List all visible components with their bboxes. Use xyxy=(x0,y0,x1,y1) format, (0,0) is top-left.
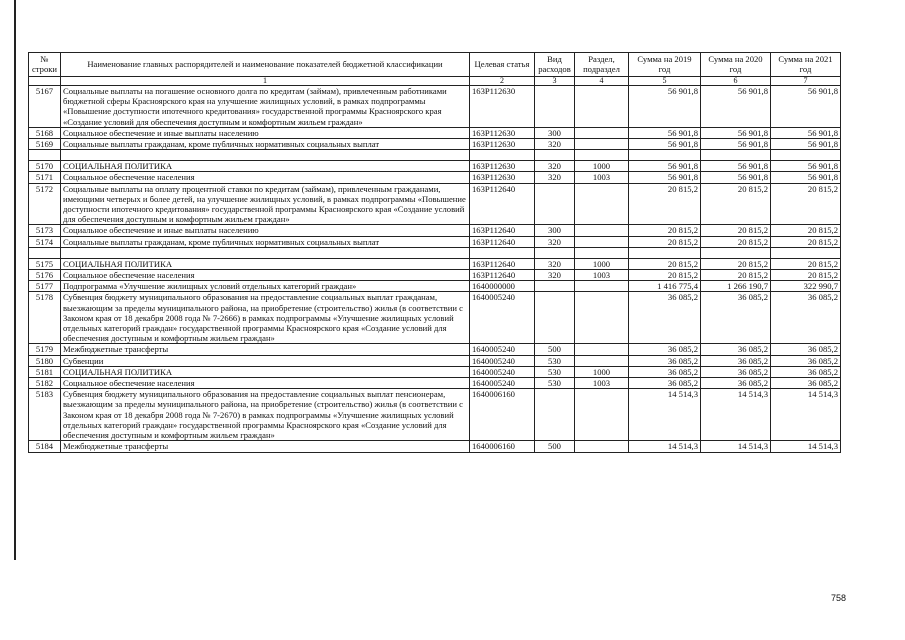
row-expense-kind xyxy=(535,389,575,441)
index-cell: 4 xyxy=(575,77,629,86)
row-name: Социальное обеспечение и иные выплаты населению xyxy=(61,127,470,138)
table-row xyxy=(29,292,841,344)
index-cell xyxy=(29,77,61,86)
row-section xyxy=(575,86,629,128)
row-sum-2020: 36 085,2 xyxy=(701,344,771,355)
spacer-cell xyxy=(629,150,701,161)
row-target-article: 163P112640 xyxy=(470,270,535,281)
row-expense-kind xyxy=(535,183,575,225)
row-sum-2019: 36 085,2 xyxy=(629,378,701,389)
row-sum-2020: 36 085,2 xyxy=(701,292,771,344)
row-number: 5169 xyxy=(29,139,61,150)
row-name: Подпрограмма «Улучшение жилищных условий отдельных категорий граждан» xyxy=(61,281,470,292)
spacer-cell xyxy=(771,150,841,161)
row-target-article: 163P112640 xyxy=(470,258,535,269)
table-row xyxy=(29,258,841,269)
row-section xyxy=(575,127,629,138)
row-number: 5180 xyxy=(29,355,61,366)
index-cell: 7 xyxy=(771,77,841,86)
table-row xyxy=(29,236,841,247)
row-expense-kind: 320 xyxy=(535,172,575,183)
table-row xyxy=(29,161,841,172)
row-sum-2019: 14 514,3 xyxy=(629,441,701,452)
column-index-row xyxy=(29,77,841,86)
row-sum-2021: 36 085,2 xyxy=(771,344,841,355)
row-expense-kind: 530 xyxy=(535,355,575,366)
spacer-cell xyxy=(629,247,701,258)
row-sum-2019: 20 815,2 xyxy=(629,270,701,281)
header-name: Наименование главных распорядителей и наименование показателей бюджетной классификации xyxy=(61,53,470,77)
spacer-cell xyxy=(701,247,771,258)
header-sum-2019: Сумма на 2019 год xyxy=(629,53,701,77)
row-expense-kind: 300 xyxy=(535,127,575,138)
row-sum-2021: 20 815,2 xyxy=(771,225,841,236)
row-target-article: 163P112640 xyxy=(470,225,535,236)
table-row xyxy=(29,172,841,183)
row-target-article: 163P112630 xyxy=(470,139,535,150)
row-sum-2019: 56 901,8 xyxy=(629,139,701,150)
table-row xyxy=(29,281,841,292)
row-target-article: 1640000000 xyxy=(470,281,535,292)
table-row xyxy=(29,139,841,150)
row-name: СОЦИАЛЬНАЯ ПОЛИТИКА xyxy=(61,161,470,172)
row-sum-2020: 56 901,8 xyxy=(701,172,771,183)
row-section: 1000 xyxy=(575,161,629,172)
row-number: 5182 xyxy=(29,378,61,389)
header-row xyxy=(29,53,841,77)
row-number: 5181 xyxy=(29,366,61,377)
row-section xyxy=(575,344,629,355)
row-sum-2020: 14 514,3 xyxy=(701,441,771,452)
header-section: Раздел, подраздел xyxy=(575,53,629,77)
row-sum-2020: 36 085,2 xyxy=(701,378,771,389)
row-sum-2021: 36 085,2 xyxy=(771,292,841,344)
row-sum-2021: 56 901,8 xyxy=(771,139,841,150)
spacer-cell xyxy=(771,247,841,258)
header-sum-2021: Сумма на 2021 год xyxy=(771,53,841,77)
row-section: 1000 xyxy=(575,366,629,377)
row-sum-2020: 14 514,3 xyxy=(701,389,771,441)
row-name: Субвенции xyxy=(61,355,470,366)
row-sum-2019: 1 416 775,4 xyxy=(629,281,701,292)
row-name: Социальные выплаты гражданам, кроме публичных нормативных социальных выплат xyxy=(61,139,470,150)
row-number: 5177 xyxy=(29,281,61,292)
row-name: СОЦИАЛЬНАЯ ПОЛИТИКА xyxy=(61,258,470,269)
row-number: 5178 xyxy=(29,292,61,344)
row-number: 5173 xyxy=(29,225,61,236)
row-target-article: 1640005240 xyxy=(470,355,535,366)
row-number: 5176 xyxy=(29,270,61,281)
row-sum-2020: 36 085,2 xyxy=(701,366,771,377)
row-target-article: 1640005240 xyxy=(470,344,535,355)
row-sum-2019: 14 514,3 xyxy=(629,389,701,441)
row-section xyxy=(575,281,629,292)
table-row xyxy=(29,344,841,355)
row-number: 5184 xyxy=(29,441,61,452)
row-name: Социальное обеспечение населения xyxy=(61,270,470,281)
spacer-row xyxy=(29,150,841,161)
row-target-article: 163P112640 xyxy=(470,236,535,247)
table-row xyxy=(29,366,841,377)
row-sum-2021: 36 085,2 xyxy=(771,378,841,389)
row-name: Социальные выплаты на погашение основного долга по кредитам (займам), привлеченным работниками бюджетной сферы Красноярского края на улучшение жилищных условий, в рамках подпрограммы «Повышение доступности ипотечного кредитования» государственной программы Красноярского края «Создание условий для обеспечения доступным и комфортным жильем граждан» xyxy=(61,86,470,128)
budget-table xyxy=(28,52,841,453)
spacer-cell xyxy=(29,247,61,258)
row-sum-2019: 20 815,2 xyxy=(629,183,701,225)
row-number: 5183 xyxy=(29,389,61,441)
row-name: Социальное обеспечение населения xyxy=(61,172,470,183)
row-expense-kind xyxy=(535,86,575,128)
row-section xyxy=(575,225,629,236)
row-sum-2021: 20 815,2 xyxy=(771,270,841,281)
spacer-cell xyxy=(535,150,575,161)
row-section xyxy=(575,139,629,150)
page-number: 758 xyxy=(831,593,847,603)
row-target-article: 163P112630 xyxy=(470,127,535,138)
row-sum-2021: 14 514,3 xyxy=(771,441,841,452)
row-target-article: 163P112630 xyxy=(470,172,535,183)
row-number: 5170 xyxy=(29,161,61,172)
spacer-cell xyxy=(575,150,629,161)
budget-page xyxy=(28,52,840,453)
row-expense-kind xyxy=(535,292,575,344)
table-row xyxy=(29,183,841,225)
row-target-article: 163P112630 xyxy=(470,161,535,172)
header-kind: Вид расходов xyxy=(535,53,575,77)
row-sum-2021: 14 514,3 xyxy=(771,389,841,441)
row-target-article: 163P112640 xyxy=(470,183,535,225)
row-sum-2019: 36 085,2 xyxy=(629,292,701,344)
index-cell: 1 xyxy=(61,77,470,86)
row-section: 1003 xyxy=(575,378,629,389)
row-sum-2020: 20 815,2 xyxy=(701,183,771,225)
table-row xyxy=(29,355,841,366)
spacer-row xyxy=(29,247,841,258)
row-name: Субвенция бюджету муниципального образования на предоставление социальных выплат гражданам, выезжающим за пределы муниципального района, на приобретение (строительство) жилья (в соответствии с Законом края от 18 декабря 2008 года № 7-2666) в рамках подпрограммы «Улучшение жилищных условий отдельных категорий граждан» государственной программы Красноярского края «Создание условий для обеспечения доступным и комфортным жильем граждан» xyxy=(61,292,470,344)
row-sum-2021: 56 901,8 xyxy=(771,161,841,172)
row-expense-kind: 300 xyxy=(535,225,575,236)
row-expense-kind: 320 xyxy=(535,258,575,269)
row-sum-2020: 1 266 190,7 xyxy=(701,281,771,292)
spacer-cell xyxy=(61,150,470,161)
row-sum-2020: 36 085,2 xyxy=(701,355,771,366)
row-expense-kind: 530 xyxy=(535,378,575,389)
row-name: Социальное обеспечение и иные выплаты населению xyxy=(61,225,470,236)
row-section xyxy=(575,236,629,247)
row-name: СОЦИАЛЬНАЯ ПОЛИТИКА xyxy=(61,366,470,377)
row-sum-2020: 20 815,2 xyxy=(701,225,771,236)
row-section: 1003 xyxy=(575,270,629,281)
row-sum-2021: 36 085,2 xyxy=(771,355,841,366)
row-sum-2020: 56 901,8 xyxy=(701,127,771,138)
row-sum-2021: 322 990,7 xyxy=(771,281,841,292)
row-number: 5179 xyxy=(29,344,61,355)
row-expense-kind: 320 xyxy=(535,139,575,150)
row-section xyxy=(575,389,629,441)
row-sum-2021: 20 815,2 xyxy=(771,258,841,269)
row-name: Субвенция бюджету муниципального образования на предоставление социальных выплат пенсионерам, выезжающим за пределы муниципального района, на приобретение (строительство) жилья (в соответствии с Законом края от 18 декабря 2008 года № 7-2670) в рамках подпрограммы «Улучшение жилищных условий отдельных категорий граждан» государственной программы Красноярского края «Создание условий для обеспечения доступным и комфортным жильем граждан» xyxy=(61,389,470,441)
row-sum-2019: 56 901,8 xyxy=(629,161,701,172)
row-section xyxy=(575,292,629,344)
table-body xyxy=(29,86,841,453)
row-number: 5167 xyxy=(29,86,61,128)
row-target-article: 1640005240 xyxy=(470,378,535,389)
header-sum-2020: Сумма на 2020 год xyxy=(701,53,771,77)
row-sum-2019: 20 815,2 xyxy=(629,236,701,247)
row-expense-kind: 530 xyxy=(535,366,575,377)
row-sum-2019: 20 815,2 xyxy=(629,258,701,269)
row-expense-kind xyxy=(535,281,575,292)
row-sum-2020: 20 815,2 xyxy=(701,236,771,247)
row-name: Межбюджетные трансферты xyxy=(61,344,470,355)
row-number: 5171 xyxy=(29,172,61,183)
row-sum-2019: 36 085,2 xyxy=(629,366,701,377)
row-name: Социальное обеспечение населения xyxy=(61,378,470,389)
row-sum-2021: 20 815,2 xyxy=(771,183,841,225)
spacer-cell xyxy=(470,150,535,161)
row-number: 5172 xyxy=(29,183,61,225)
row-sum-2021: 56 901,8 xyxy=(771,172,841,183)
row-sum-2020: 56 901,8 xyxy=(701,86,771,128)
table-row xyxy=(29,127,841,138)
row-sum-2019: 56 901,8 xyxy=(629,86,701,128)
row-sum-2020: 20 815,2 xyxy=(701,258,771,269)
row-number: 5168 xyxy=(29,127,61,138)
row-section xyxy=(575,441,629,452)
row-sum-2021: 56 901,8 xyxy=(771,127,841,138)
row-target-article: 1640006160 xyxy=(470,389,535,441)
row-expense-kind: 320 xyxy=(535,161,575,172)
spacer-cell xyxy=(701,150,771,161)
row-name: Межбюджетные трансферты xyxy=(61,441,470,452)
spacer-cell xyxy=(29,150,61,161)
header-num: № строки xyxy=(29,53,61,77)
index-cell: 3 xyxy=(535,77,575,86)
row-sum-2020: 56 901,8 xyxy=(701,161,771,172)
index-cell: 2 xyxy=(470,77,535,86)
row-sum-2019: 36 085,2 xyxy=(629,344,701,355)
row-number: 5175 xyxy=(29,258,61,269)
table-row xyxy=(29,389,841,441)
index-cell: 6 xyxy=(701,77,771,86)
spacer-cell xyxy=(470,247,535,258)
row-target-article: 1640005240 xyxy=(470,292,535,344)
binding-margin-line xyxy=(14,0,16,560)
row-name: Социальные выплаты на оплату процентной ставки по кредитам (займам), привлеченным гражданами, имеющими четверых и более детей, на улучшение жилищных условий, в рамках подпрограммы «Повышение доступности ипотечного кредитования» государственной программы Красноярского края «Создание условий для обеспечения доступным и комфортным жильем граждан» xyxy=(61,183,470,225)
row-section: 1003 xyxy=(575,172,629,183)
spacer-cell xyxy=(575,247,629,258)
row-expense-kind: 320 xyxy=(535,236,575,247)
row-expense-kind: 500 xyxy=(535,441,575,452)
row-sum-2019: 36 085,2 xyxy=(629,355,701,366)
row-sum-2019: 56 901,8 xyxy=(629,127,701,138)
row-sum-2020: 56 901,8 xyxy=(701,139,771,150)
spacer-cell xyxy=(61,247,470,258)
row-target-article: 1640006160 xyxy=(470,441,535,452)
row-section xyxy=(575,183,629,225)
header-target: Целевая статья xyxy=(470,53,535,77)
row-target-article: 1640005240 xyxy=(470,366,535,377)
row-target-article: 163P112630 xyxy=(470,86,535,128)
table-row xyxy=(29,86,841,128)
spacer-cell xyxy=(535,247,575,258)
row-sum-2021: 36 085,2 xyxy=(771,366,841,377)
row-expense-kind: 320 xyxy=(535,270,575,281)
row-sum-2019: 20 815,2 xyxy=(629,225,701,236)
row-section xyxy=(575,355,629,366)
index-cell: 5 xyxy=(629,77,701,86)
table-row xyxy=(29,270,841,281)
row-name: Социальные выплаты гражданам, кроме публичных нормативных социальных выплат xyxy=(61,236,470,247)
row-number: 5174 xyxy=(29,236,61,247)
table-row xyxy=(29,225,841,236)
table-row xyxy=(29,378,841,389)
row-sum-2020: 20 815,2 xyxy=(701,270,771,281)
row-sum-2019: 56 901,8 xyxy=(629,172,701,183)
row-expense-kind: 500 xyxy=(535,344,575,355)
row-sum-2021: 20 815,2 xyxy=(771,236,841,247)
table-row xyxy=(29,441,841,452)
row-section: 1000 xyxy=(575,258,629,269)
row-sum-2021: 56 901,8 xyxy=(771,86,841,128)
